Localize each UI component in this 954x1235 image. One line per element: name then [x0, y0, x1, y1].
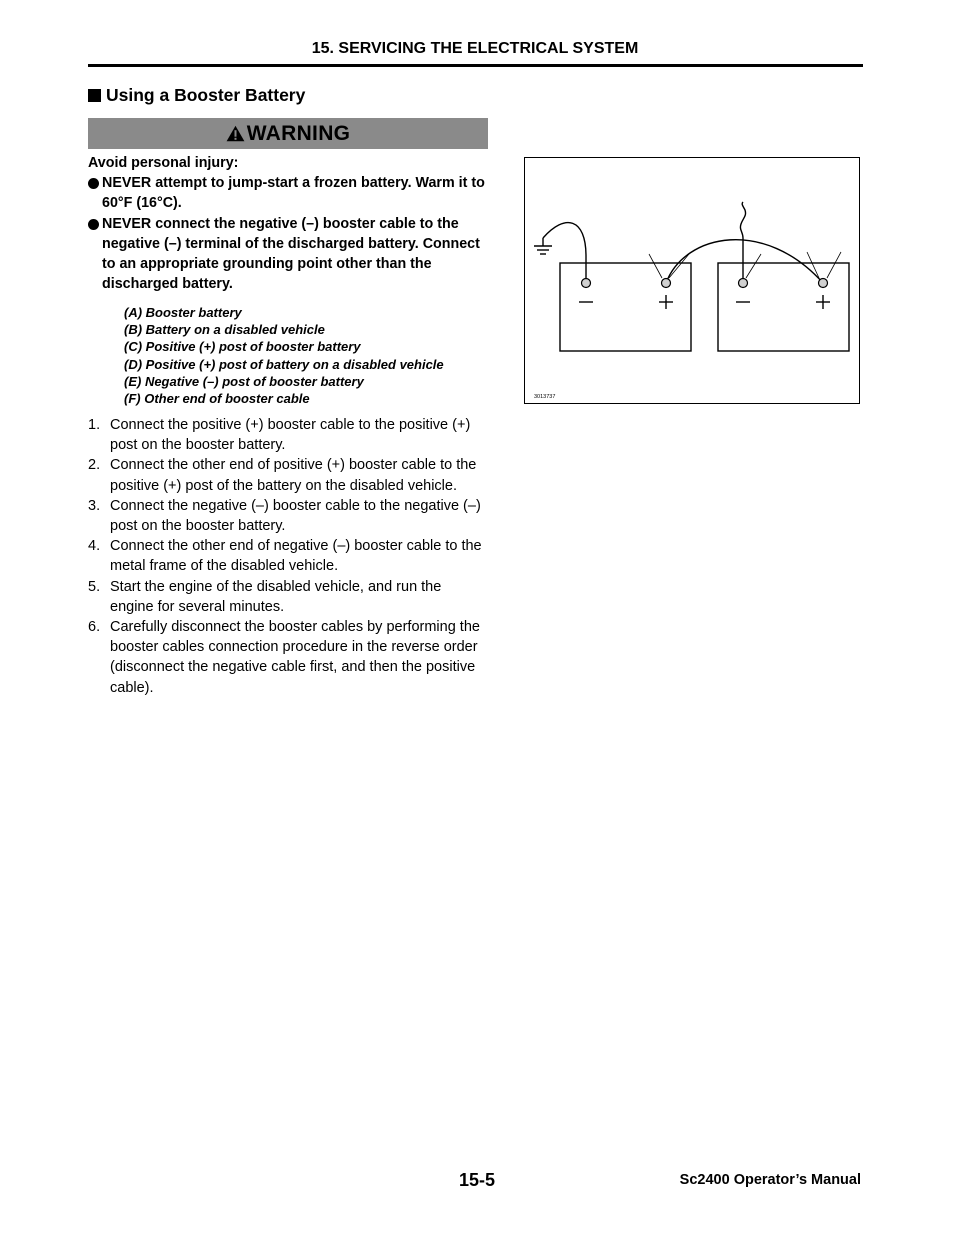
- step-text: Connect the positive (+) booster cable to the positive (+) post on the booster battery.: [110, 417, 471, 454]
- battery-b-outline: [718, 263, 849, 351]
- filled-circle-bullet-icon: [88, 178, 99, 189]
- step-text: Connect the other end of positive (+) booster cable to the positive (+) post of the battery on the disabled vehicle.: [110, 457, 477, 494]
- step-item: [88, 415, 488, 455]
- step-number: 1.: [88, 417, 101, 433]
- manual-title: Sc2400 Operator’s Manual: [679, 1172, 861, 1188]
- warning-bullet: [88, 173, 488, 213]
- step-text: Start the engine of the disabled vehicle, and run the engine for several minutes.: [110, 578, 442, 615]
- step-number: 3.: [88, 497, 101, 514]
- booster-battery-diagram: [524, 157, 860, 404]
- warning-label: WARNING: [246, 121, 351, 145]
- figure-legend: [124, 304, 494, 407]
- warning-bullet-text: NEVER attempt to jump-start a frozen battery. Warm it to 60°F (16°C).: [102, 175, 485, 212]
- warning-banner: [88, 118, 488, 149]
- page-number: 15-5: [459, 1170, 496, 1190]
- diagram-drawing: [525, 158, 861, 405]
- section-heading: [88, 84, 305, 106]
- battery-a-outline: [560, 263, 691, 351]
- step-text: Connect the negative (–) booster cable to the negative (–) post on the booster battery.: [110, 497, 481, 535]
- step-number: 5.: [88, 578, 101, 595]
- figure-id: 3013737: [534, 394, 556, 400]
- legend-item: (F) Other end of booster cable: [124, 391, 310, 407]
- section-heading-text: Using a Booster Battery: [106, 85, 306, 105]
- warning-intro: Avoid personal injury:: [88, 155, 239, 171]
- procedure-steps: [88, 415, 488, 698]
- battery-b-negative-post: [739, 279, 748, 288]
- step-number: 2.: [88, 457, 101, 474]
- warning-bullet-text: NEVER connect the negative (–) booster cable to the negative (–) terminal of the discharged battery. Connect to an appropriate grounding point other than the discharged battery.: [102, 215, 480, 293]
- chapter-title: 15. SERVICING THE ELECTRICAL SYSTEM: [311, 40, 639, 57]
- step-item: [88, 617, 488, 698]
- step-item: [88, 496, 488, 536]
- step-text: Carefully disconnect the booster cables by performing the booster cables connection procedure in the reverse order (disconnect the negative cable first, and then the positive cable).: [110, 619, 480, 696]
- warning-bullet: [88, 214, 488, 295]
- warning-triangle-icon: [226, 125, 245, 142]
- square-bullet-icon: [88, 89, 101, 102]
- legend-item: (D) Positive (+) post of battery on a disabled vehicle: [124, 356, 444, 372]
- step-item: [88, 577, 488, 617]
- legend-item: (B) Battery on a disabled vehicle: [124, 322, 325, 338]
- step-text: Connect the other end of negative (–) booster cable to the metal frame of the disabled vehicle.: [110, 538, 482, 575]
- step-number: 6.: [88, 619, 101, 636]
- step-item: [88, 455, 488, 495]
- step-item: [88, 536, 488, 576]
- filled-circle-bullet-icon: [88, 219, 99, 230]
- battery-b-positive-post: [819, 279, 828, 288]
- legend-item: (C) Positive (+) post of booster battery: [124, 339, 361, 355]
- legend-item: (A) Booster battery: [124, 305, 242, 320]
- battery-a-negative-post: [582, 279, 591, 288]
- warning-body: [88, 153, 488, 294]
- legend-item: (E) Negative (–) post of booster battery: [124, 373, 364, 389]
- battery-a-positive-post: [662, 279, 671, 288]
- step-number: 4.: [88, 538, 101, 555]
- header-rule: [88, 64, 863, 67]
